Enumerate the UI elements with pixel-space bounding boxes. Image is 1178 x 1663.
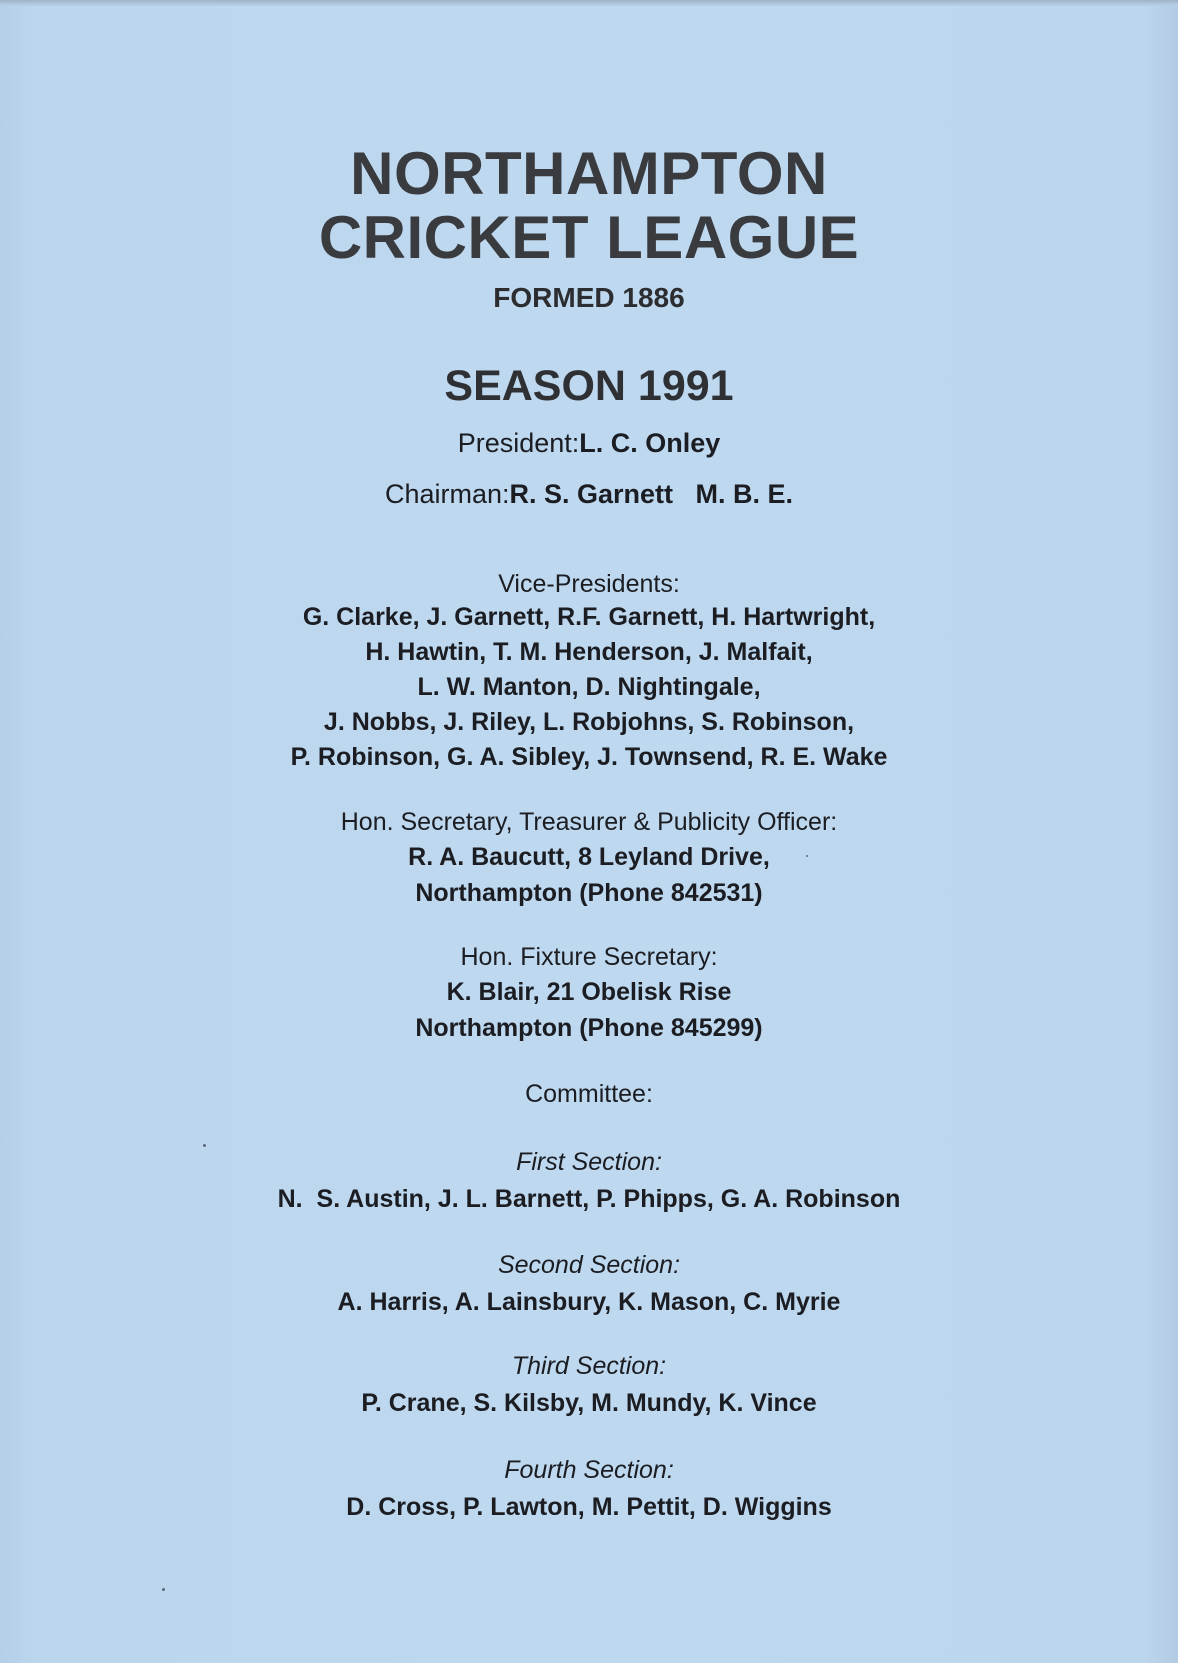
vice-presidents-list <box>0 600 1178 775</box>
third-section-label: Third Section: <box>511 1352 667 1380</box>
vice-presidents-line: P. Robinson, G. A. Sibley, J. Townsend, R. E. Wake <box>290 743 888 771</box>
paper-speck <box>203 1144 206 1147</box>
fixture-secretary-address: K. Blair, 21 Obelisk Rise <box>446 978 732 1006</box>
chairman-role: Chairman: <box>384 479 510 509</box>
first-section-label: First Section: <box>516 1148 662 1176</box>
season-heading: SEASON 1991 <box>444 362 734 410</box>
secretary-label: Hon. Secretary, Treasurer & Publicity Officer: <box>340 808 838 836</box>
fourth-section-members: D. Cross, P. Lawton, M. Pettit, D. Wiggins <box>346 1493 832 1521</box>
secretary-address: R. A. Baucutt, 8 Leyland Drive, <box>408 843 770 871</box>
second-section-members: A. Harris, A. Lainsbury, K. Mason, C. Myrie <box>337 1288 841 1316</box>
committee-label: Committee: <box>525 1080 653 1108</box>
vice-presidents-line: L. W. Manton, D. Nightingale, <box>417 673 761 701</box>
chairman-name: R. S. Garnett M. B. E. <box>509 479 794 509</box>
vice-presidents-line: J. Nobbs, J. Riley, L. Robjohns, S. Robinson, <box>323 708 855 736</box>
fixture-secretary-phone: Northampton (Phone 845299) <box>415 1014 763 1042</box>
fourth-section-label: Fourth Section: <box>504 1456 674 1484</box>
third-section-members: P. Crane, S. Kilsby, M. Mundy, K. Vince <box>361 1389 817 1417</box>
vice-presidents-line: H. Hawtin, T. M. Henderson, J. Malfait, <box>365 638 813 666</box>
vice-presidents-label: Vice-Presidents: <box>498 570 680 598</box>
vice-presidents-line: G. Clarke, J. Garnett, R.F. Garnett, H. Hartwright, <box>302 603 876 631</box>
president-name: L. C. Onley <box>579 428 721 458</box>
chairman-line <box>0 479 1178 510</box>
title-line-2: CRICKET LEAGUE <box>318 204 860 271</box>
paper-speck <box>162 1588 165 1591</box>
president-line <box>0 428 1178 459</box>
page-top-edge <box>0 0 1178 6</box>
first-section-members: N. S. Austin, J. L. Barnett, P. Phipps, G. A. Robinson <box>277 1185 901 1213</box>
second-section-label: Second Section: <box>497 1251 681 1279</box>
title-line-1: NORTHAMPTON <box>350 140 828 207</box>
secretary-phone: Northampton (Phone 842531) <box>415 879 763 907</box>
paper-speck <box>806 855 808 857</box>
president-role: President: <box>457 428 580 458</box>
formed-year: FORMED 1886 <box>493 282 685 313</box>
fixture-secretary-label: Hon. Fixture Secretary: <box>460 943 718 971</box>
